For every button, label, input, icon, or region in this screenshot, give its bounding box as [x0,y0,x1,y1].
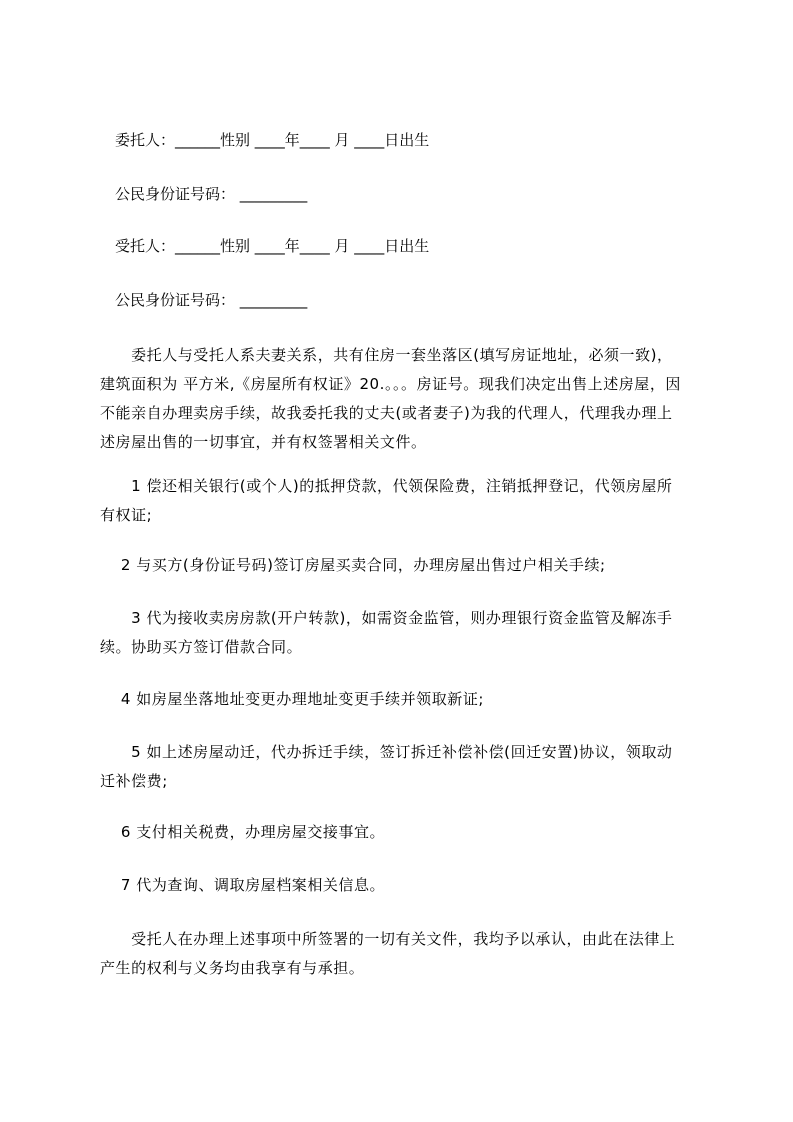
item-line: 续。协助买方签订借款合同。 [100,638,303,656]
closing-line: 受托人在办理上述事项中所签署的一切有关文件，我均予以承认，由此在法律上 [100,930,676,948]
intro-line: 不能亲自办理卖房手续，故我委托我的丈夫(或者妻子)为我的代理人，代理我办理上 [100,404,673,422]
item-2 [100,551,700,580]
principal-info-line: 委托人：______性别 ____年____ 月 ____日出生 [100,131,430,149]
item-line: 4 如房屋坐落地址变更办理地址变更手续并领取新证; [100,690,484,708]
item-line: 6 支付相关税费，办理房屋交接事宜。 [100,823,386,841]
item-line: 7 代为查询、调取房屋档案相关信息。 [100,876,386,894]
closing-line: 产生的权利与义务均由我享有与承担。 [100,959,365,977]
item-1 [100,472,700,530]
item-6 [100,818,700,847]
intro-line: 述房屋出售的一切事宜，并有权签署相关文件。 [100,433,427,451]
item-line: 1 偿还相关银行(或个人)的抵押贷款，代领保险费，注销抵押登记，代领房屋所 [100,477,673,495]
item-line: 迁补偿费; [100,772,168,790]
item-line: 3 代为接收卖房房款(开户转款)，如需资金监管，则办理银行资金监管及解冻手 [100,609,673,627]
intro-line: 建筑面积为 平方米,《房屋所有权证》20.。。。房证号。现我们决定出售上述房屋，因 [100,375,681,393]
intro-paragraph [100,341,700,457]
item-3 [100,604,700,662]
agent-id-line: 公民身份证号码： _________ [100,291,308,309]
item-5 [100,738,700,796]
principal-id-line: 公民身份证号码： _________ [100,185,308,203]
item-line: 5 如上述房屋动迁，代办拆迁手续，签订拆迁补偿补偿(回迁安置)协议，领取动 [100,743,673,761]
item-line: 有权证; [100,506,153,524]
closing-paragraph [100,925,700,983]
item-4 [100,685,700,714]
agent-info-line: 受托人：______性别 ____年____ 月 ____日出生 [100,237,430,255]
item-line: 2 与买方(身份证号码)签订房屋买卖合同，办理房屋出售过户相关手续; [100,556,606,574]
item-7 [100,871,700,900]
intro-line: 委托人与受托人系夫妻关系，共有住房一套坐落区(填写房证地址，必须一致)， [100,346,673,364]
